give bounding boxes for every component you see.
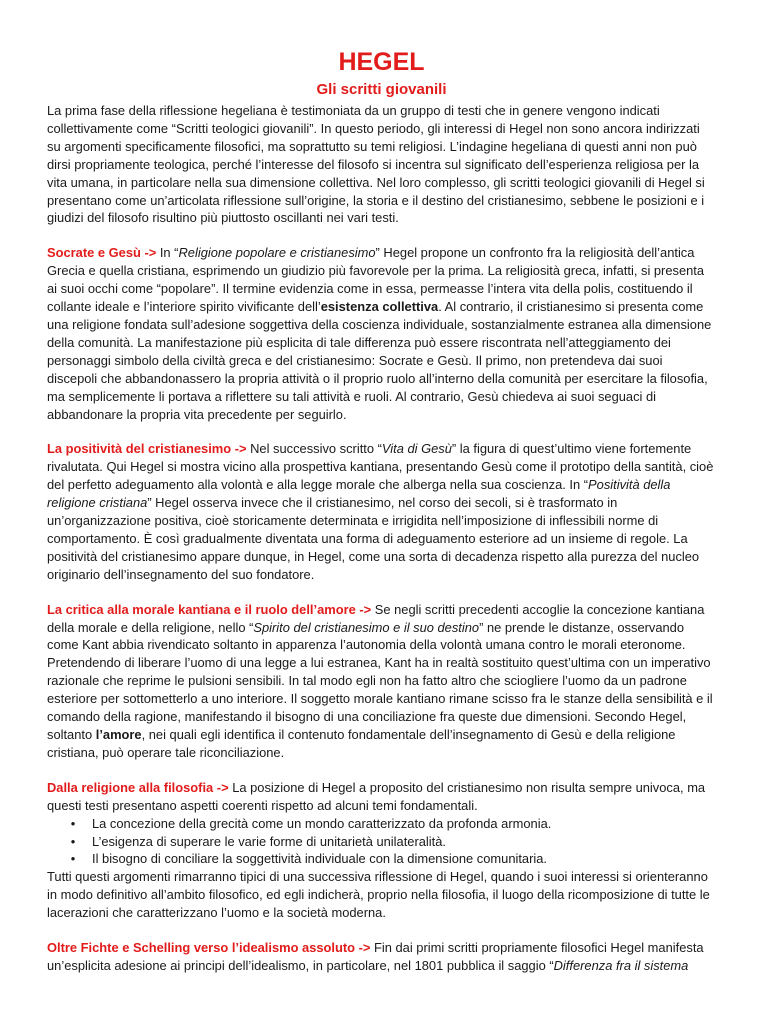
section-text: Fin dai primi scritti propriamente filosofici Hegel manifesta un’esplicita adesione ai principi dell’idealismo, in particolare, nel 1801 pubblica il saggio “: [47, 940, 704, 973]
section-heading-socrate-gesu: Socrate e Gesù ->: [47, 245, 157, 261]
section-text: La posizione di Hegel a proposito del cristianesimo non risulta sempre univoca, ma questi testi presentano aspetti coerenti rispetto ad alcuni temi fondamentali.: [47, 779, 706, 813]
work-title: Positività della religione cristiana: [47, 477, 671, 511]
section-heading-critica-kant: La critica alla morale kantiana e il ruolo dell’amore ->: [47, 601, 372, 617]
section-socrate-gesu: [47, 244, 716, 423]
section-oltre-fichte: [47, 939, 716, 975]
section-text: . Al contrario, il cristianesimo si presenta come una religione fondata sull’adesione soggettiva della coscienza individuale, sostanzialmente estranea alla dimensione della comunità. La manifestazione più esplicita di tale differenza può essere riscontrata nell’atteggiamento dei personaggi simbolo della civiltà greca e del cristianesimo: Socrate e Gesù. Il primo, non pretendeva dai suoi discepoli che abbandonassero la propria attività o il proprio ruolo all’interno della comunità per esercitare la filosofia, ma semplicemente li portava a riflettere su tali attività e ruoli. Al contrario, Gesù chiedeva ai suoi seguaci di abbandonare la propria vita precedente per seguirlo.: [47, 299, 712, 422]
section-text: Se negli scritti precedenti accoglie la concezione kantiana della morale e della religione, nello “: [47, 601, 705, 635]
section-text: ” ne prende le distanze, osservando come Kant abbia rivendicato soltanto in apparenza l’autonomia della volontà umana contro le morali eteronome. Pretendendo di liberare l’uomo di una legge a lui estranea, Kant ha in realtà sostituito quest’ultima con un imperativo razionale che reprime le pulsioni sensibili. In tal modo egli non ha fatto altro che sciogliere l’uomo da un padrone esteriore per sottometterlo a uno interiore. Il soggetto morale kantiano rimane scisso fra le stanze della sensibilità e il comando della ragione, manifestando il bisogno di una conciliazione fra queste due dimensioni. Secondo Hegel, soltanto: [47, 619, 713, 742]
bullet-icon: •: [70, 851, 76, 867]
section-text: ” la figura di quest’ultimo viene fortemente rivalutata. Qui Hegel si mostra vicino alla prospettiva kantiana, presentando Gesù come il prototipo della santità, cioè del perfetto adeguamento alla volontà e alla legge morale che alberga nella sua coscienza. In “: [47, 441, 714, 493]
bullet-list: [47, 815, 716, 869]
section-critica-kant: [47, 601, 716, 762]
work-title: Spirito del cristianesimo e il suo destino: [253, 619, 480, 635]
list-item-text: Il bisogno di conciliare la soggettività individuale con la dimensione comunitaria.: [92, 851, 548, 867]
section-text: ” Hegel propone un confronto fra la religiosità dell’antica Grecia e quella cristiana, esprimendo un giudizio più favorevole per la prima. La religiosità greca, infatti, si presenta ai suoi occhi come “popolare”. Il termine evidenzia come in essa, permeasse l’intera vita della polis, costituendo il collante ideale e l’interiore spirito vivificante dell’: [47, 245, 705, 315]
list-item: [70, 850, 716, 868]
list-item-text: L’esigenza di superare le varie forme di unitarietà unilateralità.: [92, 833, 446, 849]
section-text: ” Hegel osserva invece che il cristianesimo, nel corso dei secoli, si è trasformato in un’organizzazione positiva, cioè storicamente determinata e irrigidita nell’imposizione di inflessibili norme di comportamento. È così gradualmente diventata una forma di adeguamento esteriore ad un insieme di regole. La positività del cristianesimo appare dunque, in Hegel, come una sorta di decadenza rispetto alla purezza del nucleo originario dell’insegnamento del suo fondatore.: [47, 495, 700, 582]
emphasis-text: l’amore: [95, 727, 142, 742]
section-text: , nei quali egli identifica il contenuto fondamentale dell’insegnamento di Gesù e della religione cristiana, può operare tale riconciliazione.: [47, 727, 676, 760]
section-positivita: [47, 440, 716, 583]
list-item-text: La concezione della grecità come un mondo caratterizzato da profonda armonia.: [92, 815, 552, 831]
list-item: [70, 815, 716, 833]
list-item: [70, 833, 716, 851]
bullet-icon: •: [70, 833, 76, 849]
section-text: In “: [156, 245, 179, 261]
bullet-icon: •: [70, 815, 76, 831]
section-heading-religione-filosofia: Dalla religione alla filosofia ->: [47, 779, 229, 795]
section-religione-filosofia: [47, 779, 716, 815]
work-title: Religione popolare e cristianesimo: [178, 245, 376, 261]
section-heading-positivita: La positività del cristianesimo ->: [47, 441, 247, 457]
emphasis-text: esistenza collettiva: [320, 299, 439, 315]
work-title: Differenza fra il sistema: [553, 957, 689, 973]
work-title: Vita di Gesù: [381, 441, 452, 457]
section-text: Nel successivo scritto “: [246, 441, 382, 457]
section-religione-filosofia-conclusion: Tutti questi argomenti rimarranno tipici di una successiva riflessione di Hegel, quando i suoi interessi si orienteranno in modo definitivo all’ambito filosofico, ed egli indicherà, proprio nella filosofia, il luogo della ricomposizione di tutte le lacerazioni che caratterizzano l’uomo e la società moderna.: [47, 869, 710, 921]
page-subtitle: Gli scritti giovanili: [316, 81, 447, 98]
section-heading-oltre-fichte: Oltre Fichte e Schelling verso l’idealismo assoluto ->: [47, 940, 371, 956]
page-title: HEGEL: [338, 48, 425, 76]
intro-paragraph: La prima fase della riflessione hegeliana è testimoniata da un gruppo di testi che in genere vengono indicati collettivamente come “Scritti teologici giovanili”. In questo periodo, gli interessi di Hegel non sono ancora indirizzati su argomenti specificamente filosofici, ma soprattutto su temi religiosi. L’indagine hegeliana di questi anni non può dirsi propriamente teologica, perché l’interesse del filosofo si incentra sul significato dell’esperienza religiosa per la vita umana, in particolare nella sua dimensione collettiva. Nel loro complesso, gli scritti teologici giovanili di Hegel si presentano come un’articolata riflessione sull’origine, la storia e il destino del cristianesimo, sebbene le posizioni e i giudizi del filosofo risultino più piuttosto oscillanti nei vari testi.: [47, 103, 705, 226]
